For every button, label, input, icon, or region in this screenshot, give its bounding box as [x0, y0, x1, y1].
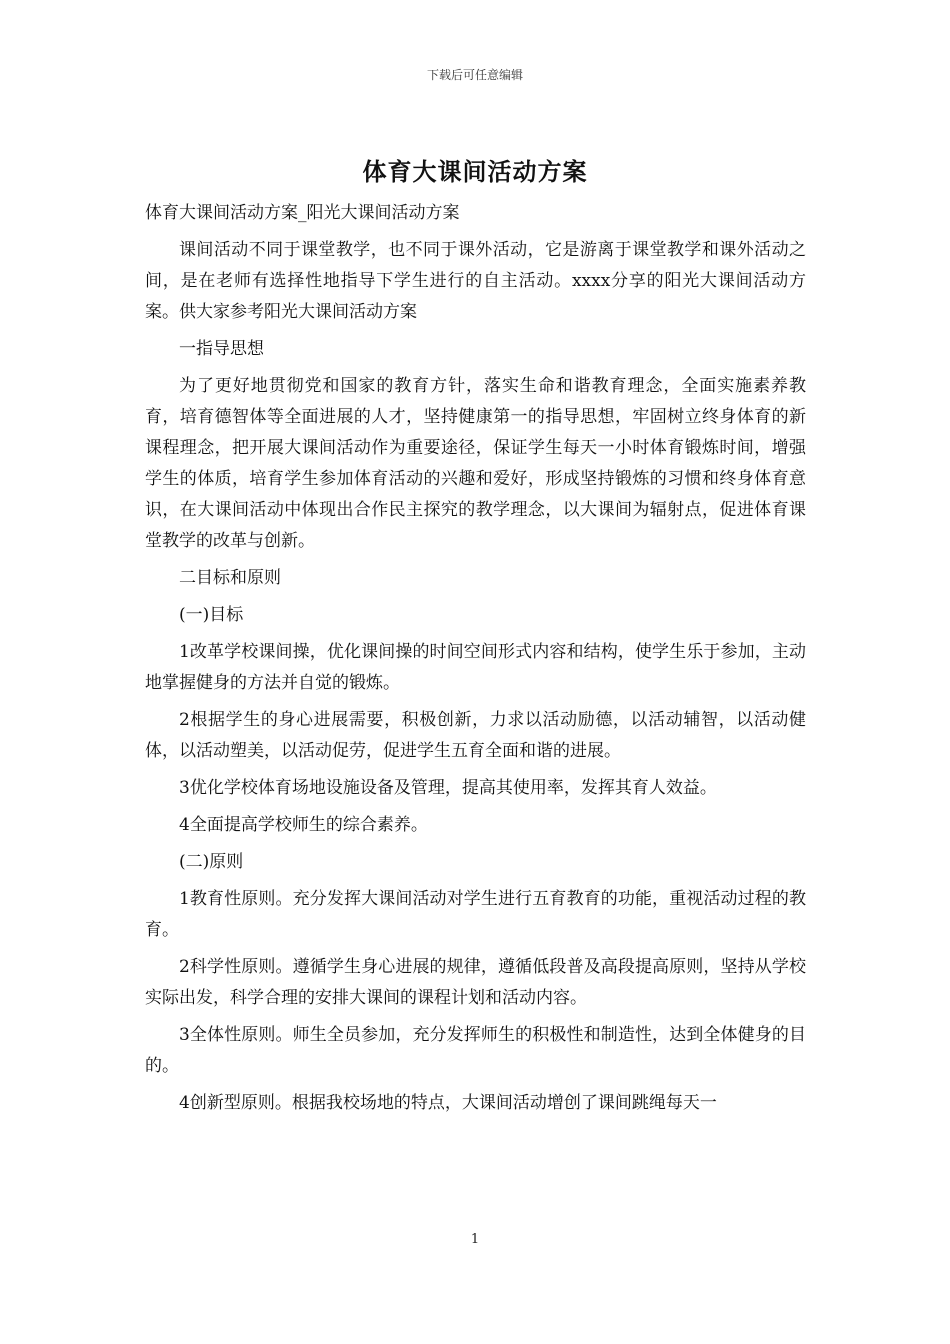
header-note: 下载后可任意编辑 [426, 68, 523, 82]
section-heading-guiding-thought: 一指导思想 [179, 339, 264, 359]
paragraph-intro: 课间活动不同于课堂教学，也不同于课外活动，它是游离于课堂教学和课外活动之间，是在老师有选择性地指导下学生进行的自主活动。xxxx分享的阳光大课间活动方案。供大家参考阳光大课间活动方案 [145, 240, 806, 322]
document-title: 体育大课间活动方案 [362, 158, 588, 186]
page-number: 1 [470, 1232, 480, 1247]
goal-item-2: 2根据学生的身心进展需要，积极创新，力求以活动励德，以活动辅智，以活动健体，以活动塑美，以活动促劳，促进学生五育全面和谐的进展。 [145, 710, 806, 761]
section-heading-goals-principles: 二目标和原则 [179, 568, 281, 588]
principle-item-4: 4创新型原则。根据我校场地的特点，大课间活动增创了课间跳绳每天一 [179, 1093, 717, 1113]
goal-item-1: 1改革学校课间操，优化课间操的时间空间形式内容和结构，使学生乐于参加，主动地掌握健身的方法并自觉的锻炼。 [145, 642, 806, 693]
goal-item-4: 4全面提高学校师生的综合素养。 [179, 815, 428, 835]
paragraph-guiding-thought: 为了更好地贯彻党和国家的教育方针，落实生命和谐教育理念，全面实施素养教育，培育德智体等全面进展的人才，坚持健康第一的指导思想，牢固树立终身体育的新课程理念，把开展大课间活动作为重要途径，保证学生每天一小时体育锻炼时间，增强学生的体质，培育学生参加体育活动的兴趣和爱好，形成坚持锻炼的习惯和终身体育意识，在大课间活动中体现出合作民主探究的教学理念，以大课间为辐射点，促进体育课堂教学的改革与创新。 [145, 376, 806, 551]
document-subtitle: 体育大课间活动方案_阳光大课间活动方案 [145, 203, 460, 223]
principle-item-1: 1教育性原则。充分发挥大课间活动对学生进行五育教育的功能，重视活动过程的教育。 [145, 889, 806, 940]
principle-item-3: 3全体性原则。师生全员参加，充分发挥师生的积极性和制造性，达到全体健身的目的。 [145, 1025, 806, 1076]
goal-item-3: 3优化学校体育场地设施设备及管理，提高其使用率，发挥其育人效益。 [179, 778, 717, 798]
principle-item-2: 2科学性原则。遵循学生身心进展的规律，遵循低段普及高段提高原则，坚持从学校实际出发，科学合理的安排大课间的课程计划和活动内容。 [145, 957, 806, 1008]
subsection-heading-goals: (一)目标 [179, 605, 244, 625]
document-body [145, 198, 806, 1125]
subsection-heading-principles: (二)原则 [179, 852, 244, 872]
